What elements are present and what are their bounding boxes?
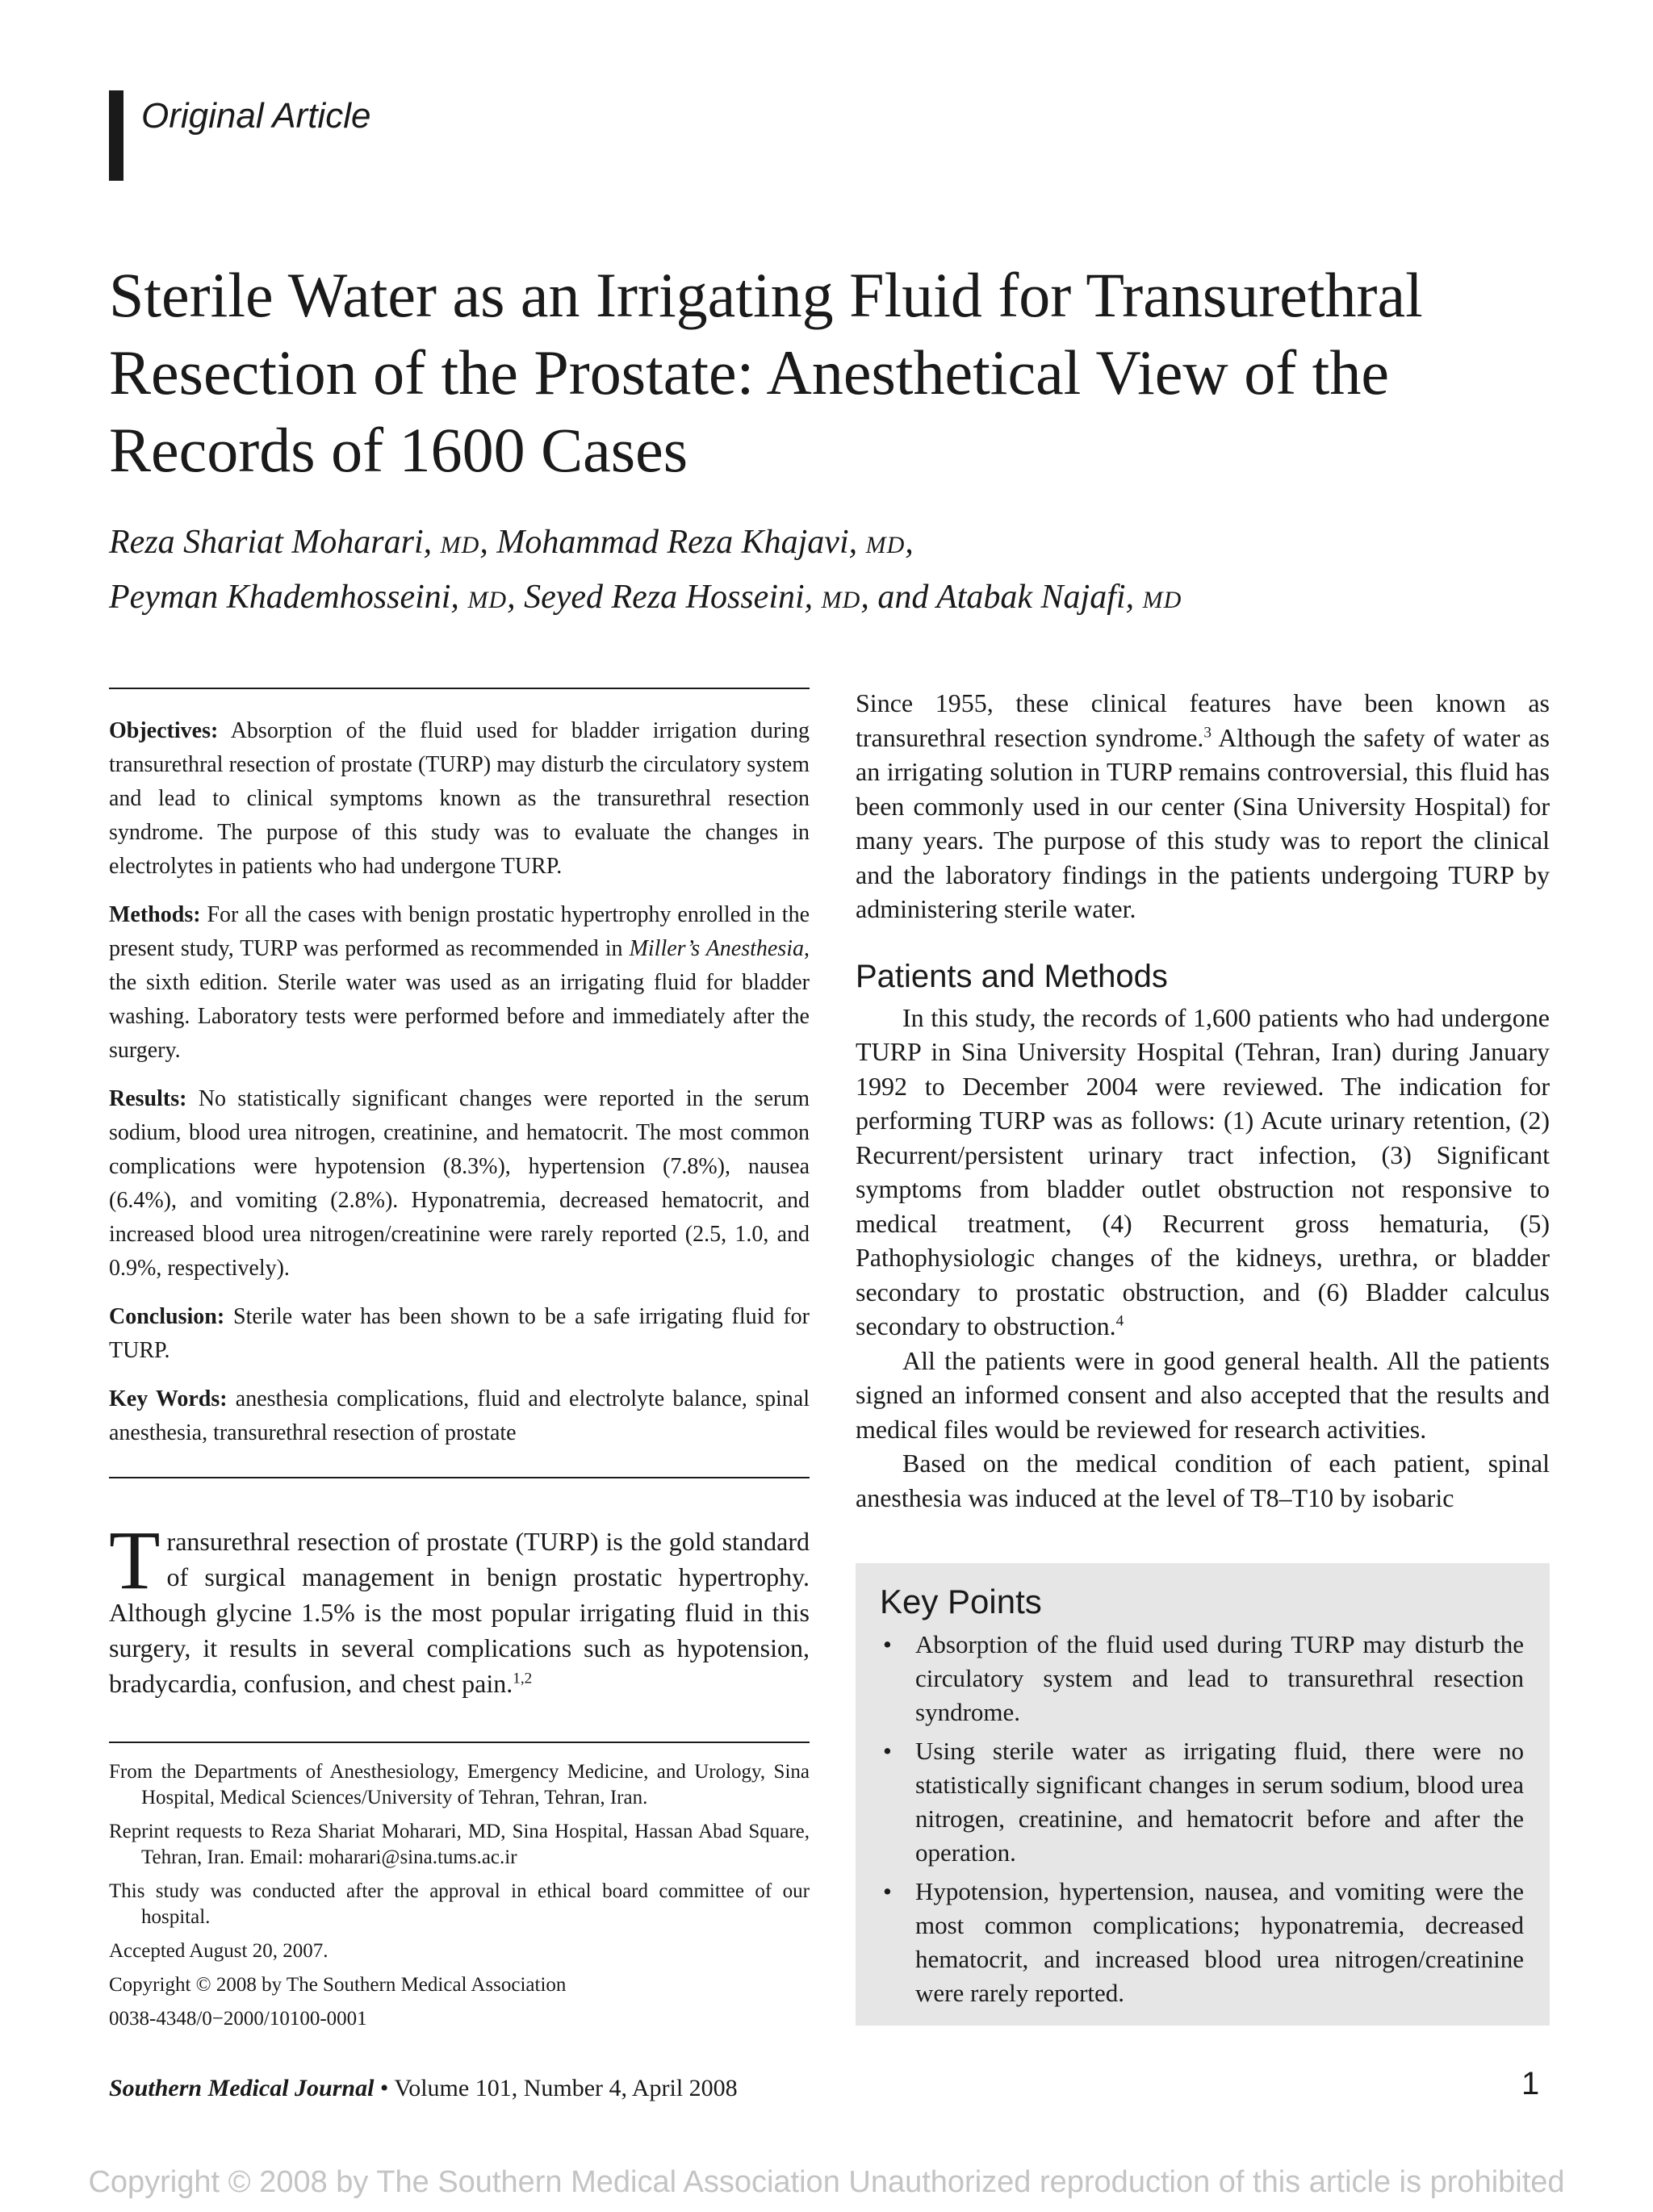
abstract-bottom-rule [109, 1477, 810, 1478]
intro-text: ransurethral resection of prostate (TURP) is the gold standard of surgical management in benign prostatic hypertrophy. Although glycine 1.5% is the most popular irrigating fluid in this surgery, it results in several complications such as hypotension, bradycardia, confusion, and chest pain. [109, 1527, 810, 1698]
bullet-icon: • [883, 1737, 892, 1765]
footnotes [109, 1759, 810, 2040]
intro-paragraph [109, 1514, 810, 1701]
page-number: 1 [1521, 2066, 1540, 2101]
methods-label: Methods: [109, 902, 201, 927]
footnote-affiliation: From the Departments of Anesthesiology, Emergency Medicine, and Urology, Sina Hospital, Medical Sciences/University of Tehran, Tehran, Iran. [109, 1761, 810, 1808]
author-degree: MD [865, 532, 906, 558]
author-sep: , [905, 524, 914, 561]
body-paragraph [856, 1001, 1550, 1344]
author-sep: , [507, 579, 516, 616]
section-heading: Patients and Methods [856, 958, 1168, 994]
key-point-text: Using sterile water as irrigating fluid, there were no statistically significant changes in serum sodium, blood urea nitrogen, creatinine, and hematocrit before and after the operation. [915, 1737, 1524, 1867]
author-name: Mohammad Reza Khajavi, [496, 524, 858, 561]
footer-bullet: • [379, 2075, 389, 2101]
key-point-item [880, 1875, 1524, 2010]
body-paragraph: Based on the medical condition of each patient, spinal anesthesia was induced at the level of T8–T10 by isobaric [856, 1449, 1550, 1512]
author-sep: , and [860, 579, 929, 616]
key-point-text: Absorption of the fluid used during TURP may disturb the circulatory system and lead to transurethral resection syndrome. [915, 1630, 1524, 1726]
abstract-objectives [109, 714, 810, 884]
copyright-watermark: Copyright © 2008 by The Southern Medical Association Unauthorized reproduction of this article is prohibited [88, 2165, 1565, 2199]
abstract-results [109, 1082, 810, 1286]
methods-text: For all the cases with benign prostatic hypertrophy enrolled in the present study, TURP was performed as recommended in [109, 902, 810, 961]
objectives-label: Objectives: [109, 718, 219, 743]
author-name: Seyed Reza Hosseini, [524, 579, 814, 616]
key-point-item [880, 1628, 1524, 1729]
results-label: Results: [109, 1086, 187, 1111]
section-label [109, 90, 370, 181]
abstract [109, 714, 810, 1465]
author-list [109, 516, 1562, 626]
keywords-text: anesthesia complications, fluid and electrolyte balance, spinal anesthesia, transurethral resection of prostate [109, 1386, 810, 1445]
citation-ref[interactable]: 1,2 [513, 1670, 533, 1687]
author-degree: MD [440, 532, 480, 558]
footnote-ethics: This study was conducted after the approval in ethical board committee of our hospital. [109, 1880, 810, 1928]
author-name: Reza Shariat Moharari, [109, 524, 433, 561]
article-title: Sterile Water as an Irrigating Fluid for Transurethral Resection of the Prostate: Anesthetical View of the Records of 1600 Cases [109, 260, 1423, 485]
body-right-column [856, 686, 1550, 1515]
drop-cap: T [109, 1514, 161, 1607]
key-points-heading: Key Points [880, 1583, 1042, 1620]
footnote-rule [109, 1742, 810, 1743]
key-point-item [880, 1734, 1524, 1870]
citation-ref[interactable]: 3 [1203, 723, 1212, 741]
footnote-issn: 0038-4348/0−2000/10100-0001 [109, 2008, 367, 2030]
author-sep: , [479, 524, 488, 561]
key-points-box [856, 1563, 1550, 2026]
journal-footer [109, 2072, 738, 2105]
methods-book-title: Miller’s Anesthesia [629, 936, 804, 961]
journal-name: Southern Medical Journal [109, 2075, 375, 2101]
methods-text-cont: , the sixth edition. Sterile water was used as an irrigating fluid for bladder washing. Laboratory tests were performed before and immediately after the surgery. [109, 936, 810, 1063]
citation-ref[interactable]: 4 [1115, 1312, 1124, 1330]
author-name: Peyman Khademhosseini, [109, 579, 459, 616]
body-paragraph: All the patients were in good general health. All the patients signed an informed consent and also accepted that the results and medical files would be reviewed for research activities. [856, 1345, 1550, 1444]
bullet-icon: • [883, 1630, 892, 1658]
body-paragraph [856, 686, 1550, 926]
section-label-text: Original Article [141, 96, 371, 136]
author-degree: MD [821, 587, 861, 613]
footnote-accepted: Accepted August 20, 2007. [109, 1940, 329, 1962]
author-degree: MD [1142, 587, 1182, 613]
bullet-icon: • [883, 1877, 892, 1905]
abstract-methods [109, 898, 810, 1068]
abstract-keywords [109, 1382, 810, 1450]
section-bar [109, 90, 123, 181]
footnote-copyright: Copyright © 2008 by The Southern Medical Association [109, 1974, 567, 1996]
conclusion-label: Conclusion: [109, 1304, 225, 1329]
key-points-list [880, 1628, 1524, 2010]
author-name: Atabak Najafi, [936, 579, 1135, 616]
body-text: Although the safety of water as an irrigating solution in TURP remains controversial, this fluid has been commonly used in our center (Sina University Hospital) for many years. The purpose of this study was to report the clinical and the laboratory findings in the patients undergoing TURP by administering sterile water. [856, 722, 1550, 923]
key-point-text: Hypotension, hypertension, nausea, and vomiting were the most common complications; hyponatremia, decreased hematocrit, and increased blood urea nitrogen/creatinine were rarely reported. [915, 1877, 1524, 2007]
body-text: Since 1955, these clinical features have been known as transurethral resection syndrome. [856, 688, 1550, 752]
keywords-label: Key Words: [109, 1386, 228, 1411]
journal-issue: Volume 101, Number 4, April 2008 [394, 2075, 738, 2101]
footnote-reprint: Reprint requests to Reza Shariat Moharari, MD, Sina Hospital, Hassan Abad Square, Tehran, Iran. Email: moharari@sina.tums.ac.ir [109, 1821, 810, 1868]
results-text: No statistically significant changes were reported in the serum sodium, blood urea nitrogen, creatinine, and hematocrit. The most common complications were hypotension (8.3%), hypertension (7.8%), nausea (6.4%), and vomiting (2.8%). Hyponatremia, decreased hematocrit, and increased blood urea nitrogen/creatinine were rarely reported (2.5, 1.0, and 0.9%, respectively). [109, 1086, 810, 1281]
conclusion-text: Sterile water has been shown to be a safe irrigating fluid for TURP. [109, 1304, 810, 1363]
objectives-text: Absorption of the fluid used for bladder irrigation during transurethral resection of prostate (TURP) may disturb the circulatory system and lead to clinical symptoms known as the transurethral resection syndrome. The purpose of this study was to evaluate the changes in electrolytes in patients who had undergone TURP. [109, 718, 810, 879]
author-degree: MD [467, 587, 508, 613]
abstract-top-rule [109, 688, 810, 689]
abstract-conclusion [109, 1300, 810, 1368]
body-text: In this study, the records of 1,600 patients who had undergone TURP in Sina University Hospital (Tehran, Iran) during January 1992 to December 2004 were reviewed. The indication for performing TURP was as follows: (1) Acute urinary retention, (2) Recurrent/persistent urinary tract infection, (3) Significant symptoms from bladder outlet obstruction not responsive to medical treatment, (4) Recurrent gross hematuria, (5) Pathophysiologic changes of the kidneys, urethra, or bladder secondary to prostatic obstruction, and (6) Bladder calculus secondary to obstruction. [856, 1002, 1550, 1340]
